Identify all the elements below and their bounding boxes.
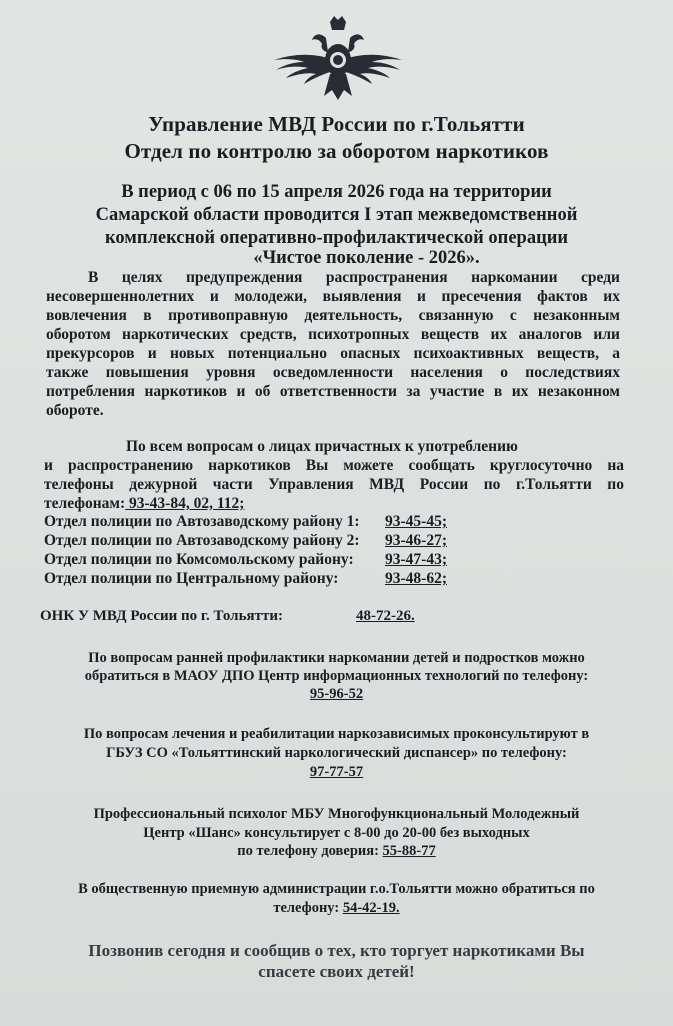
administration-line-2: телефону: 54-42-19. <box>273 900 400 916</box>
contacts-intro <box>44 437 624 513</box>
contacts-intro-line: телефонам: 93-43-84, 02, 112; <box>44 495 245 512</box>
department-label: Отдел полиции по Центральному району: <box>44 570 339 587</box>
treatment-line-1: По вопросам лечения и реабилитации наркозависимых проконсультируют в <box>83 726 590 742</box>
purpose-line: В целях предупреждения распространения наркомании среди <box>88 269 620 286</box>
contacts-intro-line: телефоны дежурной части Управления МВД России по г.Тольятти по <box>44 476 624 493</box>
closing-line-1: Позвонив сегодня и сообщив о тех, кто торгует наркотиками Вы <box>88 941 585 960</box>
purpose-line: несовершеннолетних и молодежи, выявления и пресечения фактов их <box>46 288 620 305</box>
purpose-line: оборотом наркотических средств, психотропных веществ их аналогов или <box>46 326 620 343</box>
department-label: Отдел полиции по Автозаводскому району 2: <box>44 532 360 549</box>
onk-phone: 48-72-26. <box>356 608 415 624</box>
purpose-line: потребления наркотиков и об ответственности за участие в их незаконном <box>46 383 620 400</box>
department-phone: 93-46-27; <box>385 532 447 549</box>
header-title: Управление МВД России по г.Тольятти <box>148 112 525 136</box>
department-phone: 93-47-43; <box>385 551 447 568</box>
purpose-line: обороте. <box>46 402 104 419</box>
prevention-phone: 95-96-52 <box>309 686 364 702</box>
administration-phone: 54-42-19. <box>342 900 400 916</box>
psychologist-line-2: Центр «Шанс» консультирует с 8-00 до 20-00 без выходных <box>143 825 530 841</box>
department-phone: 93-45-45; <box>385 513 447 530</box>
operation-line-1: В период с 06 по 15 апреля 2026 года на территории <box>121 182 552 202</box>
administration-line-1: В общественную приемную администрации г.о.Тольятти можно обратиться по <box>78 881 595 897</box>
treatment-phone: 97-77-57 <box>309 764 364 780</box>
operation-name: «Чистое поколение - 2026». <box>253 248 480 268</box>
prevention-line-1: По вопросам ранней профилактики наркомании детей и подростков можно <box>88 650 585 666</box>
prevention-line-2: обратиться в МАОУ ДПО Центр информационных технологий по телефону: <box>84 668 589 684</box>
purpose-line: прекурсоров и новых потенциально опасных психоактивных веществ, а <box>46 345 620 362</box>
psychologist-line-1: Профессиональный психолог МБУ Многофункциональный Молодежный <box>93 806 580 822</box>
header-subtitle: Отдел по контролю за оборотом наркотиков <box>124 139 549 163</box>
operation-line-3: комплексной оперативно-профилактической операции <box>104 228 569 248</box>
department-phone: 93-48-62; <box>385 570 447 587</box>
operation-line-2: Самарской области проводится I этап межведомственной <box>95 205 578 225</box>
trust-phone: 55-88-77 <box>382 843 436 859</box>
onk-label: ОНК У МВД России по г. Тольятти: <box>40 608 284 624</box>
mvd-eagle-emblem-icon <box>268 14 408 104</box>
department-label: Отдел полиции по Автозаводскому району 1: <box>44 513 360 530</box>
contacts-intro-line: По всем вопросам о лицах причастных к употреблению <box>126 438 518 455</box>
purpose-paragraph <box>46 268 620 420</box>
department-label: Отдел полиции по Комсомольскому району: <box>44 551 354 568</box>
purpose-line: вовлечения в противоправную деятельность, связанную с незаконным <box>46 307 620 324</box>
contacts-intro-line: и распространению наркотиков Вы можете сообщать круглосуточно на <box>44 457 624 474</box>
purpose-line: также повышения уровня осведомленности населения о последствиях <box>46 364 620 381</box>
treatment-line-2: ГБУЗ СО «Тольяттинский наркологический диспансер» по телефону: <box>106 745 567 761</box>
closing-line-2: спасете своих детей! <box>258 962 415 981</box>
duty-phones: 93-43-84, 02, 112; <box>125 495 245 512</box>
psychologist-line-3: по телефону доверия: 55-88-77 <box>237 843 436 859</box>
